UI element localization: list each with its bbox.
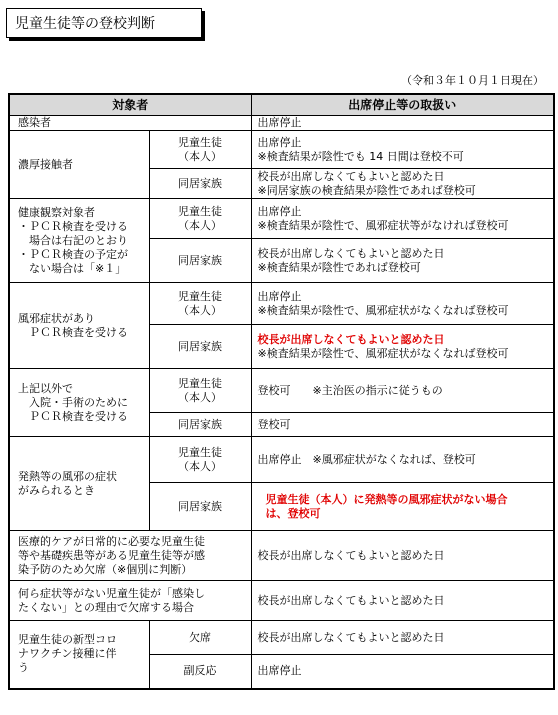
handling-cell — [251, 325, 554, 369]
table-row — [9, 581, 554, 621]
table-row — [9, 437, 554, 483]
sub-label-cell: 同居家族 — [149, 483, 251, 531]
table-row — [9, 531, 554, 581]
handling-red-text: 校長が出席しなくてもよいと認めた日 — [257, 332, 445, 346]
sub-label-cell: 児童生徒 （本人） — [149, 199, 251, 239]
sub-label-cell: 欠席 — [149, 621, 251, 655]
handling-cell: 校長が出席しなくてもよいと認めた日 — [251, 621, 554, 655]
handling-note: ※検査結果が陰性で、風邪症状がなくなれば登校可 — [257, 346, 509, 360]
target-cell: 上記以外で 入院・手術のために ＰＣＲ検査を受ける — [9, 369, 149, 437]
handling-cell: 出席停止 ※検査結果が陰性で、風邪症状等がなければ登校可 — [251, 199, 554, 239]
sub-label-cell: 同居家族 — [149, 239, 251, 283]
target-cell: 何ら症状等がない児童生徒が「感染し たくない」との理由で欠席する場合 — [9, 581, 251, 621]
handling-cell: 登校可 — [251, 413, 554, 437]
table-row — [9, 369, 554, 413]
handling-cell: 出席停止 ※風邪症状がなくなれば、登校可 — [251, 437, 554, 483]
table-row — [9, 131, 554, 169]
sub-label-cell: 同居家族 — [149, 413, 251, 437]
attendance-table — [8, 93, 555, 690]
date-note: （令和３年１０月１日現在） — [401, 74, 544, 87]
target-cell: 風邪症状があり ＰＣＲ検査を受ける — [9, 283, 149, 369]
sub-label-cell: 児童生徒 （本人） — [149, 283, 251, 325]
handling-cell: 校長が出席しなくてもよいと認めた日 — [251, 531, 554, 581]
handling-cell: 校長が出席しなくてもよいと認めた日 ※同居家族の検査結果が陰性であれば登校可 — [251, 169, 554, 199]
sub-label-cell: 児童生徒 （本人） — [149, 131, 251, 169]
header-target: 対象者 — [9, 94, 251, 116]
target-cell: 児童生徒の新型コロ ナワクチン接種に伴 う — [9, 621, 149, 689]
handling-cell: 校長が出席しなくてもよいと認めた日 ※検査結果が陰性であれば登校可 — [251, 239, 554, 283]
target-cell: 健康観察対象者 ・ＰＣＲ検査を受ける 場合は右記のとおり ・ＰＣＲ検査の予定が ない場合は「※１」 — [9, 199, 149, 283]
sub-label-cell: 同居家族 — [149, 325, 251, 369]
table-row — [9, 621, 554, 655]
handling-cell: 校長が出席しなくてもよいと認めた日 — [251, 581, 554, 621]
target-cell: 濃厚接触者 — [9, 131, 149, 199]
table-row — [9, 199, 554, 239]
target-cell: 発熱等の風邪の症状 がみられるとき — [9, 437, 149, 531]
header-handling: 出席停止等の取扱い — [251, 94, 554, 116]
handling-cell: 出席停止 — [251, 116, 554, 131]
handling-cell: 出席停止 — [251, 655, 554, 689]
handling-cell: 出席停止 ※検査結果が陰性で、風邪症状がなくなれば登校可 — [251, 283, 554, 325]
sub-label-cell: 副反応 — [149, 655, 251, 689]
table-row — [9, 116, 554, 131]
handling-cell: 出席停止 ※検査結果が陰性でも 14 日間は登校不可 — [251, 131, 554, 169]
target-cell: 医療的ケアが日常的に必要な児童生徒 等や基礎疾患等がある児童生徒等が感 染予防のため欠席（※個別に判断） — [9, 531, 251, 581]
sub-label-cell: 児童生徒 （本人） — [149, 437, 251, 483]
sub-label-cell: 児童生徒 （本人） — [149, 369, 251, 413]
page-title: 児童生徒等の登校判断 — [6, 8, 202, 38]
table-row — [9, 283, 554, 325]
handling-red-text: 児童生徒（本人）に発熱等の風邪症状がない場合 は、登校可 — [251, 483, 554, 531]
target-cell: 感染者 — [9, 116, 251, 131]
sub-label-cell: 同居家族 — [149, 169, 251, 199]
handling-cell: 登校可 ※主治医の指示に従うもの — [251, 369, 554, 413]
